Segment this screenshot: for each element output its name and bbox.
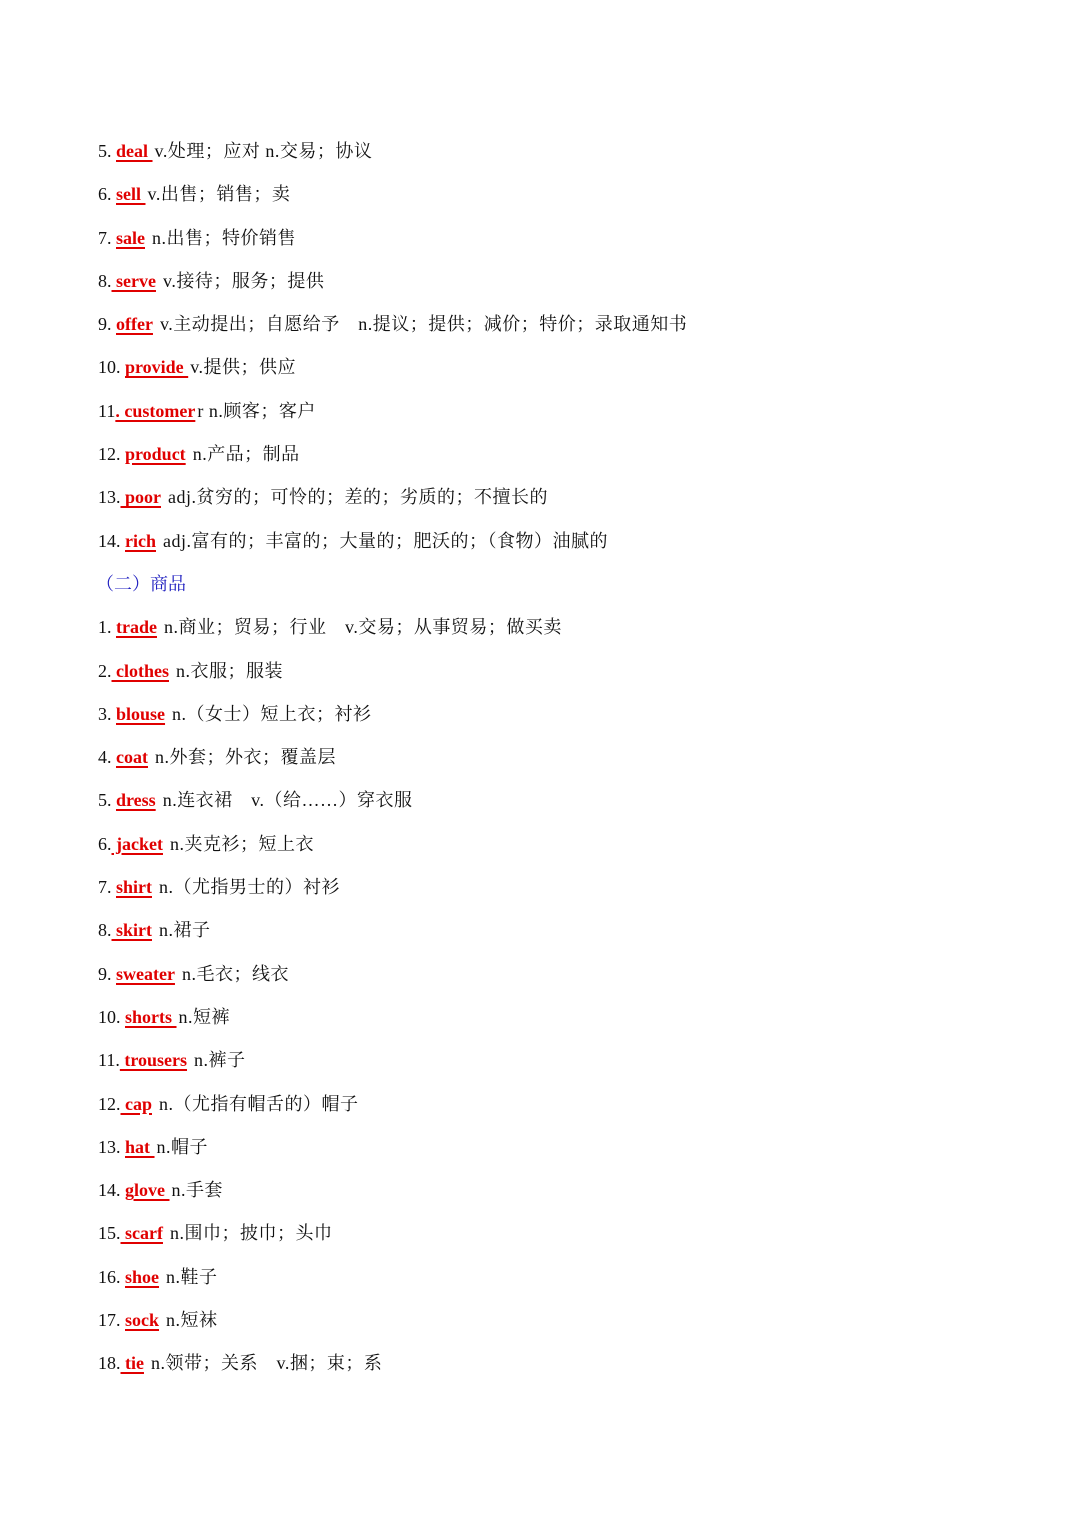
vocab-word: product: [125, 444, 186, 465]
definition: n.短袜: [161, 1310, 218, 1331]
vocab-word: . customer: [115, 400, 196, 421]
definition: v.接待；服务；提供: [157, 270, 325, 291]
definition: n.衣服；服装: [171, 660, 283, 681]
list-item: [98, 394, 1020, 437]
vocab-word: shirt: [116, 877, 152, 898]
definition: adj.富有的；丰富的；大量的；肥沃的；（食物）油腻的: [158, 530, 608, 551]
section-heading-row: [98, 567, 1020, 610]
definition: n.帽子: [156, 1136, 209, 1157]
definition: n.连衣裙 v.（给……）穿衣服: [157, 790, 413, 811]
definition: n.裙子: [154, 920, 211, 941]
list-item: [98, 870, 1020, 913]
vocab-word: tie: [120, 1353, 144, 1374]
vocab-word: deal: [116, 141, 153, 161]
vocab-word: sale: [116, 227, 145, 248]
vocab-word: trade: [116, 617, 157, 638]
list-item: [98, 1260, 1020, 1303]
list-item: [98, 610, 1020, 653]
list-item: [98, 1303, 1020, 1346]
definition: n.（女士）短上衣；衬衫: [167, 703, 372, 724]
vocab-word: coat: [116, 747, 148, 768]
item-number: 7.: [98, 227, 116, 248]
item-number: 10.: [98, 357, 125, 378]
item-number: 2.: [98, 660, 112, 681]
item-number: 9.: [98, 314, 116, 335]
vocab-word: serve: [111, 270, 156, 291]
item-number: 6.: [98, 833, 112, 854]
vocabulary-list: [98, 134, 1020, 1390]
item-number: 11: [98, 400, 116, 421]
definition: n.领带；关系 v.捆；束；系: [145, 1353, 383, 1374]
list-item: [98, 1043, 1020, 1086]
list-item: [98, 1130, 1020, 1173]
vocab-word: rich: [125, 530, 156, 551]
vocab-word: skirt: [111, 920, 152, 941]
definition: n.外套；外衣；覆盖层: [149, 747, 336, 768]
definition: r n.顾客；客户: [197, 400, 316, 421]
vocab-word: blouse: [116, 703, 166, 724]
list-item: [98, 1000, 1020, 1043]
item-number: 6.: [98, 184, 116, 205]
item-number: 13.: [98, 1136, 125, 1157]
list-item: [98, 480, 1020, 523]
item-number: 12.: [98, 444, 125, 465]
definition: n.商业；贸易；行业 v.交易；从事贸易；做买卖: [158, 617, 562, 638]
list-item: [98, 740, 1020, 783]
list-item: [98, 1173, 1020, 1216]
list-item: [98, 134, 1020, 177]
vocab-word: glove: [125, 1180, 170, 1201]
item-number: 14.: [98, 530, 125, 551]
item-number: 15.: [98, 1223, 121, 1244]
item-number: 8.: [98, 270, 112, 291]
item-number: 16.: [98, 1266, 125, 1287]
definition: n.裤子: [189, 1050, 246, 1071]
list-item: [98, 177, 1020, 220]
definition: n.围巾；披巾；头巾: [164, 1223, 333, 1244]
list-item: [98, 264, 1020, 307]
definition: n.鞋子: [161, 1266, 218, 1287]
list-item: [98, 783, 1020, 826]
definition: v.提供；供应: [190, 357, 297, 378]
list-item: [98, 221, 1020, 264]
vocab-word: scarf: [120, 1223, 163, 1244]
item-number: 3.: [98, 703, 116, 724]
item-number: 9.: [98, 963, 116, 984]
definition: v.出售；销售；卖: [147, 184, 291, 205]
list-item: [98, 913, 1020, 956]
list-item: [98, 654, 1020, 697]
list-item: [98, 1087, 1020, 1130]
vocab-word: cap: [120, 1093, 152, 1114]
item-number: 8.: [98, 920, 112, 941]
definition: adj.贫穷的；可怜的；差的；劣质的；不擅长的: [163, 487, 548, 508]
item-number: 14.: [98, 1180, 125, 1201]
item-number: 17.: [98, 1310, 125, 1331]
vocab-word: dress: [116, 790, 156, 811]
vocab-word: sock: [125, 1310, 160, 1331]
item-number: 18.: [98, 1353, 121, 1374]
vocab-word: trousers: [119, 1050, 188, 1071]
item-number: 11.: [98, 1050, 120, 1071]
list-item: [98, 697, 1020, 740]
vocab-word: clothes: [111, 660, 169, 681]
definition: v.处理；应对 n.交易；协议: [154, 141, 373, 161]
list-item: [98, 1346, 1020, 1389]
vocab-word: provide: [125, 357, 189, 378]
section-heading: （二）商品: [96, 573, 186, 594]
list-item: [98, 1216, 1020, 1259]
item-number: 4.: [98, 747, 116, 768]
definition: n.（尤指有帽舌的）帽子: [154, 1093, 359, 1114]
item-number: 7.: [98, 877, 116, 898]
list-item: [98, 350, 1020, 393]
item-number: 12.: [98, 1093, 121, 1114]
list-item: [98, 524, 1020, 567]
definition: n.手套: [171, 1180, 223, 1201]
vocab-word: shoe: [125, 1266, 160, 1287]
list-item: [98, 307, 1020, 350]
item-number: 5.: [98, 790, 116, 811]
item-number: 1.: [98, 617, 116, 638]
vocab-word: sell: [116, 184, 146, 205]
vocab-word: offer: [116, 314, 153, 335]
vocab-word: jacket: [111, 833, 163, 854]
definition: v.主动提出；自愿给予 n.提议；提供；减价；特价；录取通知书: [154, 314, 688, 335]
definition: n.（尤指男士的）衬衫: [154, 877, 340, 898]
list-item: [98, 957, 1020, 1000]
definition: n.毛衣；线衣: [176, 963, 289, 984]
vocab-word: hat: [125, 1136, 155, 1157]
vocab-word: sweater: [116, 963, 175, 984]
definition: n.夹克衫；短上衣: [164, 833, 314, 854]
vocab-word: shorts: [125, 1006, 177, 1027]
item-number: 13.: [98, 487, 121, 508]
list-item: [98, 437, 1020, 480]
definition: n.产品；制品: [187, 444, 300, 465]
definition: n.短裤: [178, 1006, 231, 1027]
vocab-word: poor: [120, 487, 161, 508]
list-item: [98, 827, 1020, 870]
item-number: 10.: [98, 1006, 125, 1027]
definition: n.出售；特价销售: [147, 227, 296, 248]
item-number: 5.: [98, 141, 116, 161]
